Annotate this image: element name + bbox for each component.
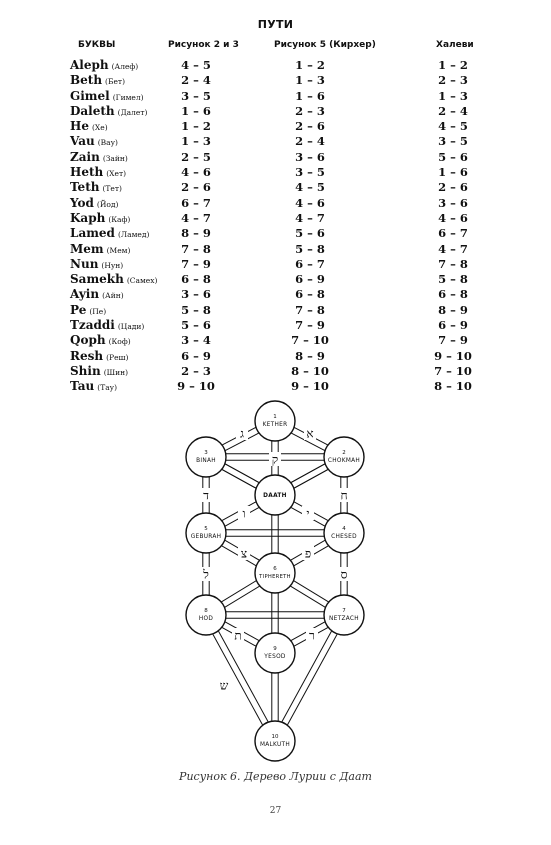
path-hebrew-letter: א [306, 426, 314, 441]
section-title: ПУТИ [257, 18, 294, 31]
letter-cell [70, 349, 128, 363]
letter-cell [70, 379, 117, 393]
letter-cell [70, 180, 122, 194]
figure-2-3-cell: 2 – 4 [181, 73, 211, 88]
figure-5-cell: 5 – 6 [295, 226, 325, 241]
letter-name: Resh [70, 348, 104, 363]
letter-name-russian: (Йод) [96, 199, 119, 209]
paths-table [0, 58, 551, 395]
sephirah-circle [255, 721, 295, 761]
path-hebrew-letter: ו [242, 506, 246, 521]
letter-cell [70, 119, 108, 133]
letter-cell [70, 272, 157, 286]
letter-name-russian: (Гимел) [112, 92, 144, 102]
sephirah-tiphereth [255, 553, 295, 593]
sephirah-label: NETZACH [329, 616, 359, 622]
table-row [0, 226, 551, 241]
figure-2-3-cell: 6 – 8 [181, 272, 211, 287]
figure-2-3-cell: 3 – 4 [181, 333, 211, 348]
path-hebrew-letter: ת [234, 628, 242, 643]
sephirah-number: 2 [342, 450, 346, 456]
table-row [0, 180, 551, 195]
figure-5-cell: 6 – 9 [295, 272, 325, 287]
letter-name-russian: (Айн) [102, 291, 124, 301]
figure-2-3-cell: 6 – 7 [181, 195, 211, 210]
letter-name: He [70, 119, 89, 134]
sephirah-number: 10 [271, 734, 279, 740]
letter-cell [70, 303, 106, 317]
figure-2-3-cell: 1 – 2 [181, 119, 211, 134]
letter-name: Daleth [70, 103, 115, 118]
letter-cell [70, 104, 147, 118]
letter-name: Samekh [70, 272, 124, 287]
sephirah-label: YESOD [264, 654, 286, 660]
table-row [0, 89, 551, 104]
column-header-figure-2-3: Рисунок 2 и 3 [168, 40, 239, 50]
figure-2-3-cell: 4 – 6 [181, 165, 211, 180]
figure-5-cell: 2 – 6 [295, 119, 325, 134]
page-number: 27 [269, 806, 282, 816]
figure-2-3-cell: 9 – 10 [177, 379, 215, 394]
letter-name-russian: (Вау) [97, 138, 118, 148]
figure-5-cell: 2 – 4 [295, 134, 325, 149]
halevi-cell: 5 – 6 [438, 149, 468, 164]
letter-name-russian: (Цади) [117, 322, 145, 332]
letter-name: Teth [70, 180, 100, 195]
figure-2-3-cell: 2 – 6 [181, 180, 211, 195]
path-hebrew-letter: צ [240, 546, 248, 561]
table-row [0, 257, 551, 272]
figure-2-3-cell: 5 – 8 [181, 302, 211, 317]
sephirah-label: HOD [198, 616, 214, 622]
halevi-cell: 6 – 8 [438, 287, 468, 302]
halevi-cell: 4 – 6 [438, 210, 468, 225]
letter-name-russian: (Далет) [117, 107, 148, 117]
table-row [0, 364, 551, 379]
sephirah-label: CHOKMAH [327, 458, 361, 464]
sephirah-circle [186, 595, 226, 635]
path-hebrew-letter: ר [309, 628, 315, 643]
sephirah-circle [186, 513, 226, 553]
path-hebrew-letter: ס [340, 567, 348, 582]
table-row [0, 272, 551, 287]
sephirah-circle [255, 401, 295, 441]
figure-5-cell: 6 – 7 [295, 256, 325, 271]
figure-5-cell: 6 – 8 [295, 287, 325, 302]
letter-name: Nun [70, 256, 99, 271]
figure-2-3-cell: 5 – 6 [181, 318, 211, 333]
table-row [0, 349, 551, 364]
letter-cell [70, 73, 125, 87]
sephirah-label: KETHER [262, 422, 288, 428]
letter-name: Tzaddi [70, 318, 115, 333]
sephirah-number: 8 [204, 608, 208, 614]
figure-5-cell: 9 – 10 [291, 379, 329, 394]
letter-name: Zain [70, 149, 100, 164]
figure-2-3-cell: 2 – 3 [181, 363, 211, 378]
letter-name-russian: (Коф) [108, 337, 131, 347]
table-row [0, 211, 551, 226]
letter-cell [70, 89, 144, 103]
figure-2-3-cell: 3 – 5 [181, 88, 211, 103]
table-row [0, 104, 551, 119]
halevi-cell: 6 – 7 [438, 226, 468, 241]
halevi-cell: 4 – 7 [438, 241, 468, 256]
letter-cell [70, 257, 123, 271]
table-row [0, 165, 551, 180]
sephirah-label: DAATH [263, 493, 287, 499]
figure-5-cell: 1 – 6 [295, 88, 325, 103]
sephirah-circle [186, 437, 226, 477]
halevi-cell: 8 – 10 [434, 379, 472, 394]
letter-name: Heth [70, 165, 104, 180]
sephirah-malkuth [255, 721, 295, 761]
letter-name-russian: (Самех) [126, 276, 158, 286]
path-hebrew-letter: ד [203, 488, 209, 503]
table-row [0, 318, 551, 333]
letter-name: Gimel [70, 88, 110, 103]
figure-2-3-cell: 7 – 9 [181, 256, 211, 271]
letter-cell [70, 150, 128, 164]
path-hebrew-letter: ג [240, 426, 244, 441]
table-row [0, 333, 551, 348]
letter-cell [70, 196, 118, 210]
halevi-cell: 9 – 10 [434, 348, 472, 363]
figure-5-cell: 5 – 8 [295, 241, 325, 256]
sephirah-chesed [324, 513, 364, 553]
halevi-cell: 6 – 9 [438, 318, 468, 333]
sephirah-netzach [324, 595, 364, 635]
table-row [0, 119, 551, 134]
figure-5-cell: 4 – 5 [295, 180, 325, 195]
sephirah-number: 6 [273, 566, 277, 572]
table-row [0, 303, 551, 318]
sephirah-chokmah [324, 437, 364, 477]
sephirah-number: 4 [342, 526, 346, 532]
sephirah-number: 3 [204, 450, 208, 456]
letter-cell [70, 134, 118, 148]
letter-name-russian: (Нун) [101, 260, 124, 270]
table-row [0, 287, 551, 302]
halevi-cell: 2 – 3 [438, 73, 468, 88]
path-hebrew-letter: ש [219, 678, 229, 693]
sephirah-geburah [186, 513, 226, 553]
figure-5-cell: 8 – 10 [291, 363, 329, 378]
table-row [0, 134, 551, 149]
figure-5-cell: 3 – 6 [295, 149, 325, 164]
column-header-letters: БУКВЫ [78, 40, 116, 50]
letter-name: Yod [70, 195, 94, 210]
figure-5-cell: 7 – 10 [291, 333, 329, 348]
letter-cell [70, 165, 126, 179]
table-row [0, 242, 551, 257]
figure-5-cell: 3 – 5 [295, 165, 325, 180]
table-row [0, 150, 551, 165]
sephirah-number: 7 [342, 608, 346, 614]
letter-name-russian: (Тет) [102, 184, 122, 194]
letter-name-russian: (Мем) [106, 245, 131, 255]
figure-5-cell: 7 – 8 [295, 302, 325, 317]
figure-2-3-cell: 4 – 5 [181, 58, 211, 72]
figure-5-cell: 1 – 3 [295, 73, 325, 88]
sephirah-circle [324, 595, 364, 635]
sephirah-number: 9 [273, 646, 277, 652]
sephirah-circle [324, 513, 364, 553]
letter-name-russian: (Ламед) [117, 230, 150, 240]
sephirah-circle [255, 633, 295, 673]
figure-5-cell: 4 – 6 [295, 195, 325, 210]
column-header-halevi: Халеви [436, 40, 474, 50]
halevi-cell: 7 – 10 [434, 363, 472, 378]
letter-cell [70, 226, 149, 240]
sephirah-number: 5 [204, 526, 208, 532]
sephirah-yesod [255, 633, 295, 673]
sephirah-label: MALKUTH [259, 742, 291, 748]
letter-name: Pe [70, 302, 87, 317]
path-hebrew-letter: ק [271, 452, 279, 467]
halevi-cell: 3 – 5 [438, 134, 468, 149]
sephirah-binah [186, 437, 226, 477]
figure-2-3-cell: 1 – 3 [181, 134, 211, 149]
tree-of-life-diagram [170, 393, 380, 768]
letter-name-russian: (Алеф) [111, 62, 139, 71]
figure-2-3-cell: 8 – 9 [181, 226, 211, 241]
letter-name-russian: (Хет) [106, 169, 127, 179]
halevi-cell: 3 – 6 [438, 195, 468, 210]
figure-5-cell: 2 – 3 [295, 103, 325, 118]
sephirah-circle [324, 437, 364, 477]
sephirah-label: GEBURAH [190, 534, 222, 540]
halevi-cell: 8 – 9 [438, 302, 468, 317]
letter-name-russian: (Бет) [105, 77, 125, 87]
halevi-cell: 2 – 4 [438, 103, 468, 118]
figure-5-cell: 4 – 7 [295, 210, 325, 225]
letter-name: Ayin [70, 287, 100, 302]
sephirah-daath [255, 475, 295, 515]
table-row [0, 58, 551, 73]
path-hebrew-letter: ל [203, 567, 209, 582]
letter-name-russian: (Реш) [106, 352, 129, 362]
letter-name: Lamed [70, 226, 115, 241]
letter-name-russian: (Тау) [97, 383, 118, 393]
sephirah-label: BINAH [196, 458, 216, 464]
letter-name-russian: (Шин) [103, 367, 129, 377]
halevi-cell: 4 – 5 [438, 119, 468, 134]
table-row [0, 196, 551, 211]
halevi-cell: 7 – 9 [438, 333, 468, 348]
sephirah-label: TIPHERETH [259, 574, 291, 580]
sephirah-label: CHESED [331, 534, 357, 540]
letter-name-russian: (Пе) [89, 306, 107, 316]
sephirah-hod [186, 595, 226, 635]
halevi-cell: 1 – 6 [438, 165, 468, 180]
letter-cell [70, 287, 124, 301]
figure-5-cell: 8 – 9 [295, 348, 325, 363]
column-header-figure-5: Рисунок 5 (Кирхер) [274, 40, 376, 50]
letter-name-russian: (Зайн) [102, 153, 128, 163]
letter-name-russian: (Хе) [91, 123, 108, 133]
halevi-cell: 2 – 6 [438, 180, 468, 195]
letter-cell [70, 364, 128, 378]
figure-2-3-cell: 3 – 6 [181, 287, 211, 302]
letter-name: Beth [70, 73, 103, 88]
halevi-cell: 1 – 3 [438, 88, 468, 103]
table-row [0, 73, 551, 88]
figure-5-cell: 1 – 2 [295, 58, 325, 72]
path-hebrew-letter: ח [340, 488, 348, 503]
letter-name-russian: (Каф) [108, 214, 131, 224]
sephirah-circle [255, 553, 295, 593]
halevi-cell: 7 – 8 [438, 256, 468, 271]
letter-cell [70, 58, 138, 72]
sephirah-number: 1 [273, 414, 277, 420]
figure-caption: Рисунок 6. Дерево Лурии с Даат [179, 770, 372, 783]
letter-name: Aleph [70, 58, 109, 72]
halevi-cell: 5 – 8 [438, 272, 468, 287]
letter-name: Mem [70, 241, 104, 256]
figure-2-3-cell: 6 – 9 [181, 348, 211, 363]
figure-2-3-cell: 4 – 7 [181, 210, 211, 225]
letter-name: Vau [70, 134, 95, 149]
letter-name: Shin [70, 363, 101, 378]
letter-name: Kaph [70, 210, 106, 225]
letter-cell [70, 211, 130, 225]
letter-name: Tau [70, 379, 95, 394]
figure-2-3-cell: 1 – 6 [181, 103, 211, 118]
letter-cell [70, 333, 131, 347]
path-hebrew-letter: י [306, 506, 310, 521]
figure-2-3-cell: 7 – 8 [181, 241, 211, 256]
figure-5-cell: 7 – 9 [295, 318, 325, 333]
sephirah-kether [255, 401, 295, 441]
letter-cell [70, 242, 130, 256]
figure-2-3-cell: 2 – 5 [181, 149, 211, 164]
letter-cell [70, 318, 144, 332]
letter-name: Qoph [70, 333, 106, 348]
halevi-cell: 1 – 2 [438, 58, 468, 72]
path-hebrew-letter: פ [304, 546, 312, 561]
